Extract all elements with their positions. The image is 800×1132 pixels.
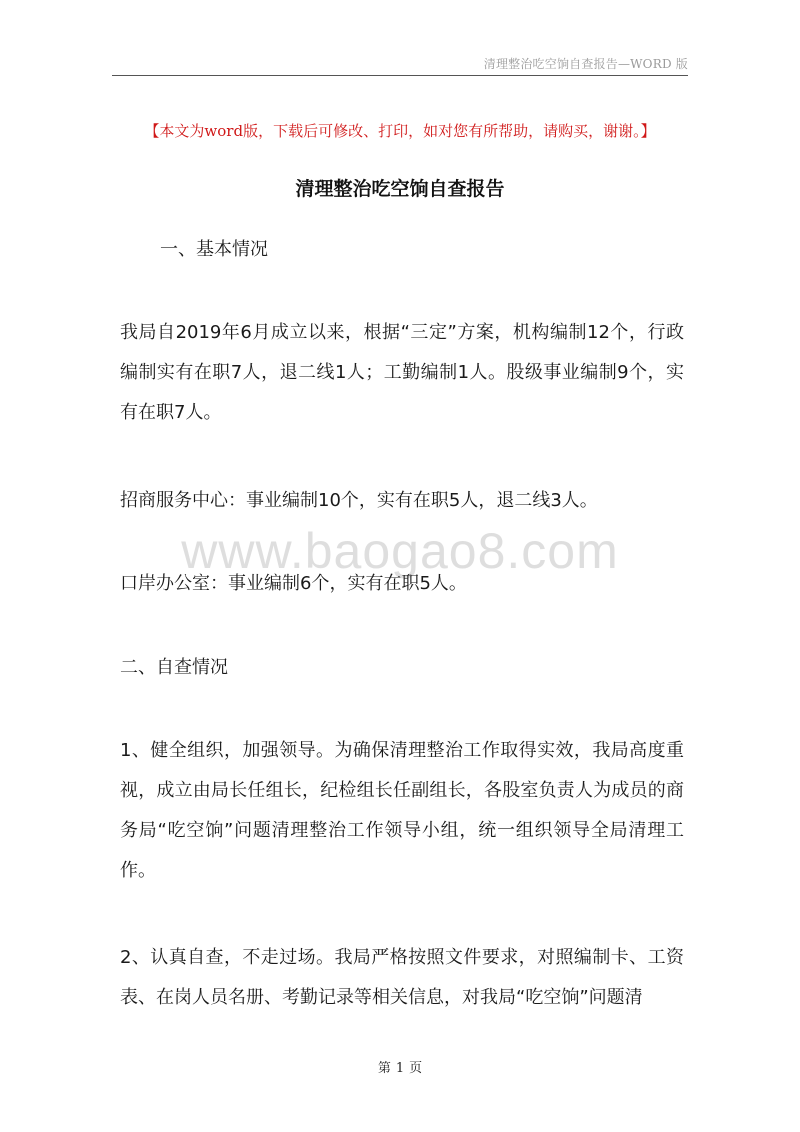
footer-suffix: 页 <box>409 1061 423 1076</box>
page-footer <box>0 1057 800 1076</box>
footer-prefix: 第 <box>377 1061 391 1076</box>
paragraph-port-office: 口岸办公室：事业编制6个，实有在职5人。 <box>120 573 467 594</box>
section-heading-basic: 一、基本情况 <box>160 239 268 260</box>
document-title: 清理整治吃空饷自查报告 <box>295 178 505 200</box>
header-divider <box>112 75 688 76</box>
paragraph-investment-center: 招商服务中心：事业编制10个，实有在职5人，退二线3人。 <box>120 490 598 511</box>
page-number: 1 <box>395 1061 405 1076</box>
section-heading-self-check: 二、自查情况 <box>120 657 228 678</box>
watermark: www.baogao8.com <box>181 523 619 579</box>
paragraph-staffing-overview: 我局自2019年6月成立以来，根据“三定”方案，机构编制12个，行政编制实有在职7人，退二线1人；工勤编制1人。股级事业编制9个，实有在职7人。 <box>120 322 684 423</box>
running-header: 清理整治吃空饷自查报告—WORD 版 <box>483 57 688 71</box>
paragraph-self-inspection: 2、认真自查，不走过场。我局严格按照文件要求，对照编制卡、工资表、在岗人员名册、考勤记录等相关信息，对我局“吃空饷”问题清 <box>120 947 684 1008</box>
purchase-notice: 【本文为word版，下载后可修改、打印，如对您有所帮助，请购买，谢谢。】 <box>144 122 656 140</box>
paragraph-organization: 1、健全组织，加强领导。为确保清理整治工作取得实效，我局高度重视，成立由局长任组长，纪检组长任副组长，各股室负责人为成员的商务局“吃空饷”问题清理整治工作领导小组，统一组织领导全局清理工作。 <box>120 740 684 881</box>
